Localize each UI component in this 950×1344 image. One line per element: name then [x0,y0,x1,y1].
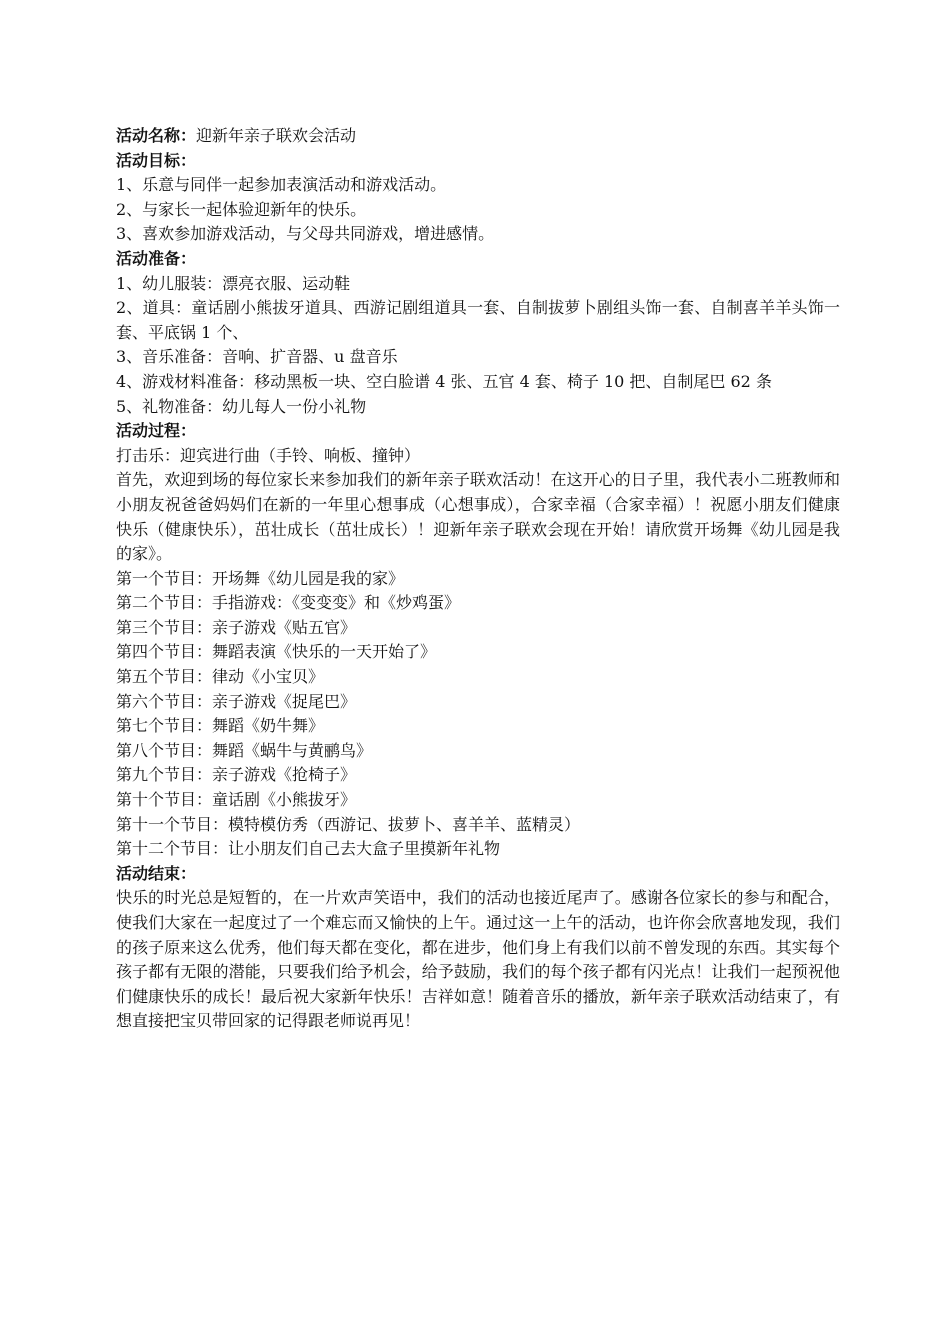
activity-name-value: 迎新年亲子联欢会活动 [196,126,357,145]
program-item: 第四个节目：舞蹈表演《快乐的一天开始了》 [116,642,437,662]
program-item: 第八个节目：舞蹈《蜗牛与黄鹂鸟》 [116,740,373,760]
program-item: 第十二个节目：让小朋友们自己去大盒子里摸新年礼物 [116,839,501,859]
program-item: 第十个节目：童话剧《小熊拔牙》 [116,790,357,810]
process-opening: 打击乐：迎宾进行曲（手铃、响板、撞钟） [116,445,421,465]
program-item: 第二个节目：手指游戏：《变变变》和《炒鸡蛋》 [116,593,461,613]
prep-item: 1、幼儿服装：漂亮衣服、运动鞋 [116,273,351,293]
prep-item: 2、道具：童话剧小熊拔牙道具、西游记剧组道具一套、自制拔萝卜剧组头饰一套、自制喜羊羊头饰一套、平底锅 1 个、 [116,298,840,342]
ending-heading: 活动结束： [116,863,197,883]
goals-heading: 活动目标： [116,150,197,170]
activity-name-line [116,124,840,149]
goal-item: 2、与家长一起体验迎新年的快乐。 [116,199,367,219]
program-item: 第三个节目：亲子游戏《贴五官》 [116,617,357,637]
goal-item: 3、喜欢参加游戏活动，与父母共同游戏，增进感情。 [116,224,495,244]
program-item: 第九个节目：亲子游戏《抢椅子》 [116,765,357,785]
process-intro: 首先，欢迎到场的每位家长来参加我们的新年亲子联欢活动！在这开心的日子里，我代表小二班教师和小朋友祝爸爸妈妈们在新的一年里心想事成（心想事成），合家幸福（合家幸福）！祝愿小朋友们健康快乐（健康快乐），茁壮成长（茁壮成长）！迎新年亲子联欢会现在开始！请欣赏开场舞《幼儿园是我的家》。 [116,470,840,564]
document-page [116,124,840,1034]
prep-item: 5、礼物准备：幼儿每人一份小礼物 [116,396,367,416]
program-item: 第十一个节目：模特模仿秀（西游记、拔萝卜、喜羊羊、蓝精灵） [116,814,581,834]
prep-heading: 活动准备： [116,248,197,268]
ending-text: 快乐的时光总是短暂的，在一片欢声笑语中，我们的活动也接近尾声了。感谢各位家长的参与和配合，使我们大家在一起度过了一个难忘而又愉快的上午。通过这一上午的活动，也许你会欣喜地发现，我们的孩子原来这么优秀，他们每天都在变化，都在进步，他们身上有我们以前不曾发现的东西。其实每个孩子都有无限的潜能，只要我们给予机会，给予鼓励，我们的每个孩子都有闪光点！让我们一起预祝他们健康快乐的成长！最后祝大家新年快乐！吉祥如意！随着音乐的播放，新年亲子联欢活动结束了，有想直接把宝贝带回家的记得跟老师说再见！ [116,888,840,1031]
activity-name-label: 活动名称： [116,126,197,145]
process-heading: 活动过程： [116,421,197,441]
prep-item: 4、游戏材料准备：移动黑板一块、空白脸谱 4 张、五官 4 套、椅子 10 把、自制尾巴 62 条 [116,371,772,391]
program-item: 第一个节目：开场舞《幼儿园是我的家》 [116,568,405,588]
goal-item: 1、乐意与同伴一起参加表演活动和游戏活动。 [116,175,447,195]
program-item: 第七个节目：舞蹈《奶牛舞》 [116,716,325,736]
program-item: 第六个节目：亲子游戏《捉尾巴》 [116,691,357,711]
prep-item: 3、音乐准备：音响、扩音器、u 盘音乐 [116,347,398,367]
program-item: 第五个节目：律动《小宝贝》 [116,667,325,687]
